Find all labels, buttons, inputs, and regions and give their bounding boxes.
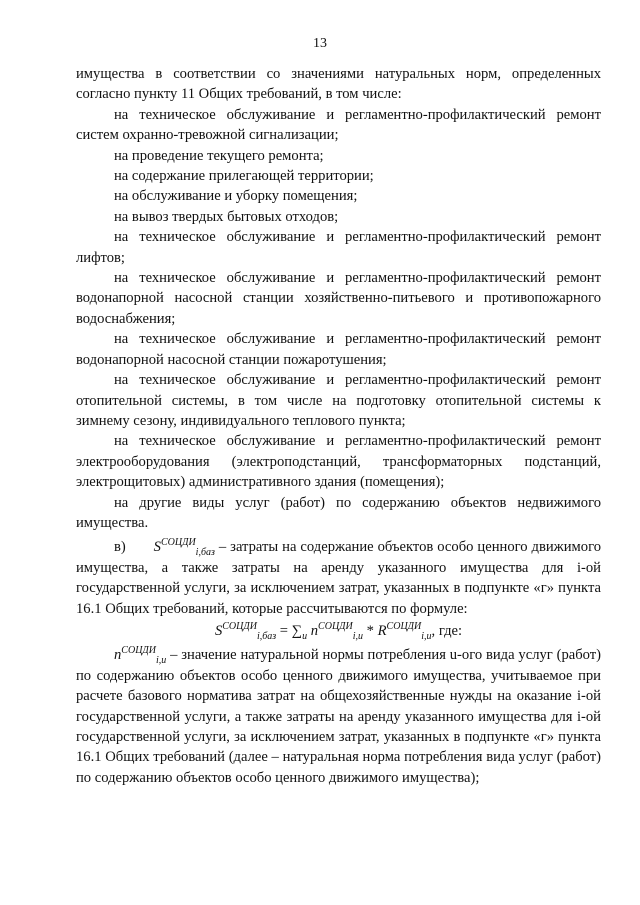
formula: $S^{СОЦДИ}_{i,баз} = \sum_u$ $n^{СОЦДИ}_{i,u} * R^{СОЦДИ}_{i,u}$, где: — [214, 621, 463, 642]
paragraph-item: на техническое обслуживание и регламентно-профилактический ремонт лифтов; — [76, 229, 601, 266]
paragraph-item: на техническое обслуживание и регламентно-профилактический ремонт водонапорной насосной станции пожаротушения; — [76, 331, 601, 368]
paragraph-item: на техническое обслуживание и регламентно-профилактический ремонт электрооборудования (электроподстанций, трансформаторных подстанций, электрощитовых) административного здания (помещения); — [76, 433, 601, 491]
item-v-marker: в) — [114, 539, 126, 556]
definition-paragraph — [76, 645, 601, 788]
paragraph-intro: имущества в соответствии со значениями натуральных норм, определенных согласно пункту 11 Общих требований, в том числе: — [76, 66, 601, 103]
paragraph-item: на содержание прилегающей территории; — [114, 168, 374, 185]
paragraph-item: на проведение текущего ремонта; — [114, 147, 324, 164]
item-v-symbol: $S^{СОЦДИ}_{i,баз}$ — [153, 537, 215, 559]
paragraph-item: на другие виды услуг (работ) по содержанию объектов недвижимого имущества. — [76, 494, 601, 531]
definition-text: – значение натуральной нормы потребления u-ого вида услуг (работ) по содержанию объектов особо ценного движимого имущества, учитываемое при расчете базового норматива затрат на общехозяйственные нужды на оказание i-ой государственной услуги, а также затраты на аренду указанного имущества для i-ой государственной услуги, за исключением затрат, указанных в подпункте «г» пункта 16.1 Общих требований (далее – натуральная норма потребления вида услуг (работ) по содержанию объектов особо ценного движимого имущества); — [76, 647, 601, 786]
item-v-paragraph — [76, 537, 601, 619]
paragraph-item: на техническое обслуживание и регламентно-профилактический ремонт отопительной системы, в том числе на подготовку отопительной системы к зимнему сезону, индивидуального теплового пункта; — [76, 372, 601, 429]
paragraph-item: на техническое обслуживание и регламентно-профилактический ремонт водонапорной насосной станции хозяйственно-питьевого и противопожарного водоснабжения; — [76, 270, 601, 327]
document-body — [76, 64, 601, 788]
paragraph-item: на техническое обслуживание и регламентно-профилактический ремонт систем охранно-тревожной сигнализации; — [76, 106, 601, 144]
item-v-text: – затраты на содержание объектов особо ценного движимого имущества, а также затраты на аренду указанного имущества для i-ой государственной услуги, за исключением затрат, указанных в подпункте «г» пункта 16.1 Общих требований, которые рассчитываются по формуле: — [76, 539, 601, 617]
definition-symbol: $n^{СОЦДИ}_{i,u}$ — [114, 645, 167, 667]
paragraph-item: на обслуживание и уборку помещения; — [114, 188, 358, 205]
page-number: 13 — [313, 36, 327, 51]
paragraph-item: на вывоз твердых бытовых отходов; — [114, 208, 339, 225]
